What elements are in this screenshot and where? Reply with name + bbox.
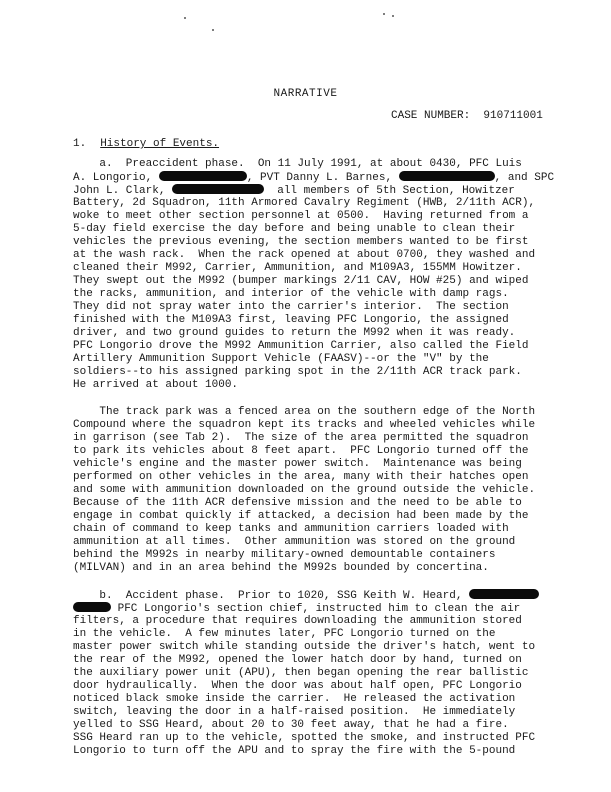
text-fragment: A. Longorio, bbox=[73, 172, 159, 184]
scan-speck bbox=[383, 13, 385, 15]
text-fragment: , and SPC bbox=[494, 172, 555, 184]
section-number: 1. bbox=[73, 138, 87, 150]
text-line: 5-day field exercise the day before and being unable to clean their bbox=[73, 223, 516, 235]
text-fragment: John L. Clark, bbox=[73, 185, 173, 197]
text-line bbox=[73, 602, 586, 615]
document-title: NARRATIVE bbox=[273, 88, 338, 100]
text-line: They swept out the M992 (bumper markings 2/11 CAV, HOW #25) and wiped bbox=[73, 275, 529, 287]
case-number-value: 910711001 bbox=[483, 110, 543, 122]
text-line: cleaned their M992, Carrier, Ammunition, and M109A3, 155MM Howitzer. bbox=[73, 262, 522, 274]
section-heading bbox=[73, 138, 219, 150]
text-line: the rear of the M992, opened the lower hatch door by hand, turned on bbox=[73, 654, 522, 666]
scan-speck bbox=[392, 15, 394, 17]
text-fragment: PFC Longorio's section chief, instructed him to clean the air bbox=[117, 603, 521, 615]
text-line: noticed black smoke inside the carrier. He released the activation bbox=[73, 693, 516, 705]
text-line: Longorio to turn off the APU and to spray the fire with the 5-pound bbox=[73, 745, 516, 757]
case-number-line bbox=[391, 110, 543, 122]
text-line: The track park was a fenced area on the southern edge of the North bbox=[73, 406, 536, 418]
text-fragment: b. Accident phase. Prior to 1020, SSG Keith W. Heard, bbox=[73, 590, 470, 602]
text-line: engage in combat quickly if attacked, a decision had been made by the bbox=[73, 510, 529, 522]
text-line: Battery, 2d Squadron, 11th Armored Cavalry Regiment (HWB, 2/11th ACR), bbox=[73, 197, 536, 209]
text-line: He arrived at about 1000. bbox=[73, 379, 239, 391]
text-line: and some with ammunition downloaded on the ground outside the vehicle. bbox=[73, 484, 536, 496]
text-line: at the wash rack. When the rack opened at about 0700, they washed and bbox=[73, 249, 536, 261]
scan-speck bbox=[184, 17, 186, 19]
scan-speck bbox=[212, 29, 214, 31]
text-line: Compound where the squadron kept its tracks and wheeled vehicles while bbox=[73, 419, 536, 431]
redaction-bar bbox=[159, 171, 247, 181]
text-line: the auxiliary power unit (APU), then began opening the rear ballistic bbox=[73, 667, 529, 679]
text-line: soldiers--to his assigned parking spot in the 2/11th ACR track park. bbox=[73, 366, 522, 378]
text-line: vehicle's engine and the master power switch. Maintenance was being bbox=[73, 458, 522, 470]
redaction-bar bbox=[172, 184, 264, 194]
text-line: master power switch while standing outside the driver's hatch, went to bbox=[73, 641, 536, 653]
text-line: switch, leaving the door in a half-raised position. He immediately bbox=[73, 706, 516, 718]
case-number-label: CASE NUMBER: bbox=[391, 110, 471, 122]
text-line: finished with the M109A3 first, leaving PFC Longorio, the assigned bbox=[73, 314, 509, 326]
section-title: History of Events. bbox=[100, 138, 220, 150]
text-line: PFC Longorio drove the M992 Ammunition Carrier, also called the Field bbox=[73, 340, 529, 352]
text-line: the racks, ammunition, and interior of the vehicle with damp rags. bbox=[73, 288, 509, 300]
text-line bbox=[73, 589, 586, 602]
text-line: (MILVAN) and in an area behind the M992s bounded by concertina. bbox=[73, 562, 489, 574]
text-line: chain of command to keep tanks and ammunition carriers loaded with bbox=[73, 523, 509, 535]
text-line: to park its vehicles about 8 feet apart. PFC Longorio turned off the bbox=[73, 445, 529, 457]
text-line: Artillery Ammunition Support Vehicle (FAASV)--or the "V" by the bbox=[73, 353, 489, 365]
text-line: SSG Heard ran up to the vehicle, spotted the smoke, and instructed PFC bbox=[73, 732, 536, 744]
text-line: They did not spray water into the carrier's interior. The section bbox=[73, 301, 509, 313]
text-line: performed on other vehicles in the area, many with their hatches open bbox=[73, 471, 529, 483]
text-line: in garrison (see Tab 2). The size of the area permitted the squadron bbox=[73, 432, 529, 444]
text-line: yelled to SSG Heard, about 20 to 30 feet away, that he had a fire. bbox=[73, 719, 509, 731]
text-fragment: , PVT Danny L. Barnes, bbox=[246, 172, 399, 184]
text-line: a. Preaccident phase. On 11 July 1991, at about 0430, PFC Luis bbox=[73, 158, 522, 170]
text-line: behind the M992s in nearby military-owned demountable containers bbox=[73, 549, 496, 561]
text-line bbox=[73, 171, 586, 184]
redaction-bar bbox=[399, 171, 495, 181]
text-line: ammunition at all times. Other ammunition was stored on the ground bbox=[73, 536, 516, 548]
text-line: filters, a procedure that requires downloading the ammunition stored bbox=[73, 615, 522, 627]
text-fragment: all members of 5th Section, Howitzer bbox=[264, 185, 515, 197]
text-line: driver, and two ground guides to return the M992 when it was ready. bbox=[73, 327, 516, 339]
redaction-bar bbox=[73, 602, 111, 612]
text-line: Because of the 11th ACR defensive mission and the need to be able to bbox=[73, 497, 522, 509]
text-line: door hydraulically. When the door was about half open, PFC Longorio bbox=[73, 680, 522, 692]
redaction-bar bbox=[469, 589, 539, 599]
text-line: in the vehicle. A few minutes later, PFC Longorio turned on the bbox=[73, 628, 496, 640]
text-line: woke to meet other section personnel at 0500. Having returned from a bbox=[73, 210, 529, 222]
text-line: vehicles the previous evening, the section members wanted to be first bbox=[73, 236, 529, 248]
text-line bbox=[73, 184, 586, 197]
